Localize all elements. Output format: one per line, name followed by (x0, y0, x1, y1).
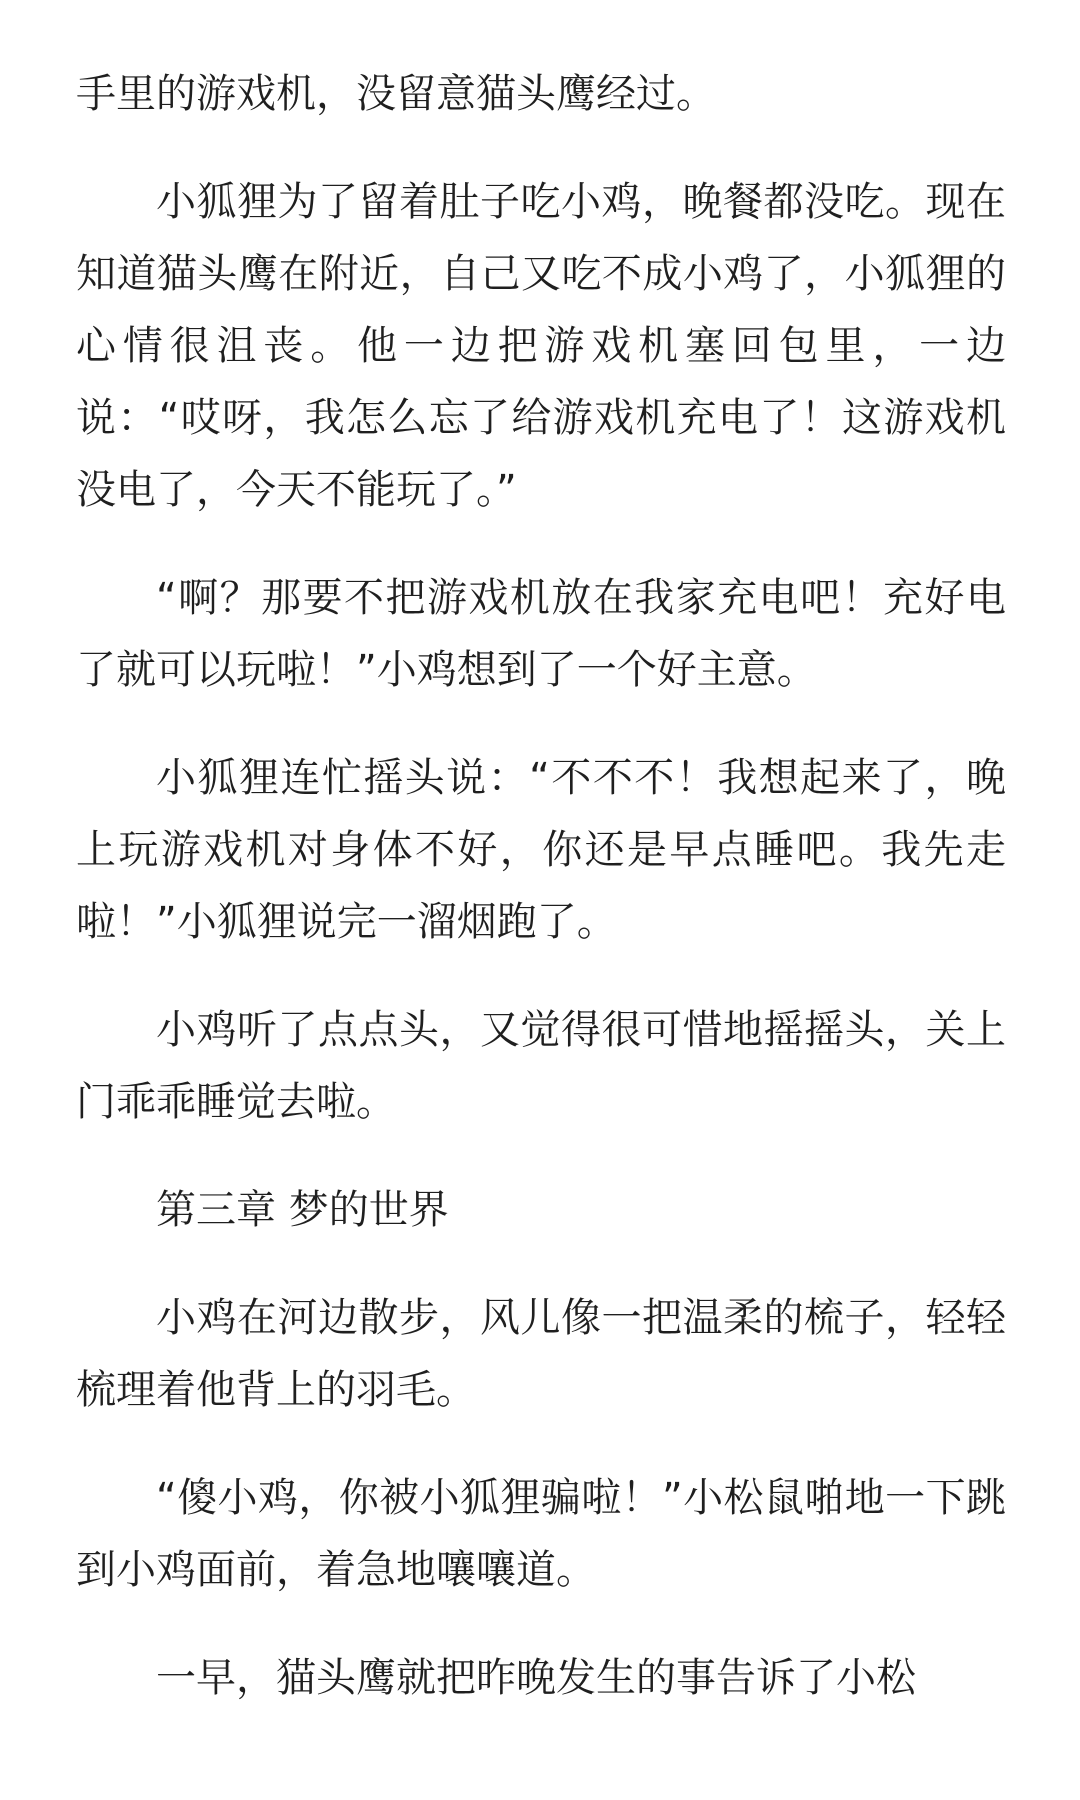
paragraph: “啊？那要不把游戏机放在我家充电吧！充好电了就可以玩啦！”小鸡想到了一个好主意。 (76, 575, 1006, 693)
paragraph-continuation: 手里的游戏机，没留意猫头鹰经过。 (76, 71, 716, 117)
paragraph: 小狐狸连忙摇头说：“不不不！我想起来了，晚上玩游戏机对身体不好，你还是早点睡吧。我先走啦！”小狐狸说完一溜烟跑了。 (76, 755, 1006, 945)
paragraph: 小鸡在河边散步，风儿像一把温柔的梳子，轻轻梳理着他背上的羽毛。 (76, 1295, 1006, 1413)
story-text (76, 58, 1006, 1750)
paragraph: 小狐狸为了留着肚子吃小鸡，晚餐都没吃。现在知道猫头鹰在附近，自己又吃不成小鸡了，小狐狸的心情很沮丧。他一边把游戏机塞回包里，一边说：“哎呀，我怎么忘了给游戏机充电了！这游戏机没电了，今天不能玩了。” (76, 179, 1006, 513)
paragraph: “傻小鸡，你被小狐狸骗啦！”小松鼠啪地一下跳到小鸡面前，着急地嚷嚷道。 (76, 1475, 1006, 1593)
paragraph: 小鸡听了点点头，又觉得很可惜地摇摇头，关上门乖乖睡觉去啦。 (76, 1007, 1006, 1125)
paragraph: 一早，猫头鹰就把昨晚发生的事告诉了小松 (156, 1655, 916, 1701)
chapter-heading: 第三章 梦的世界 (156, 1187, 449, 1233)
